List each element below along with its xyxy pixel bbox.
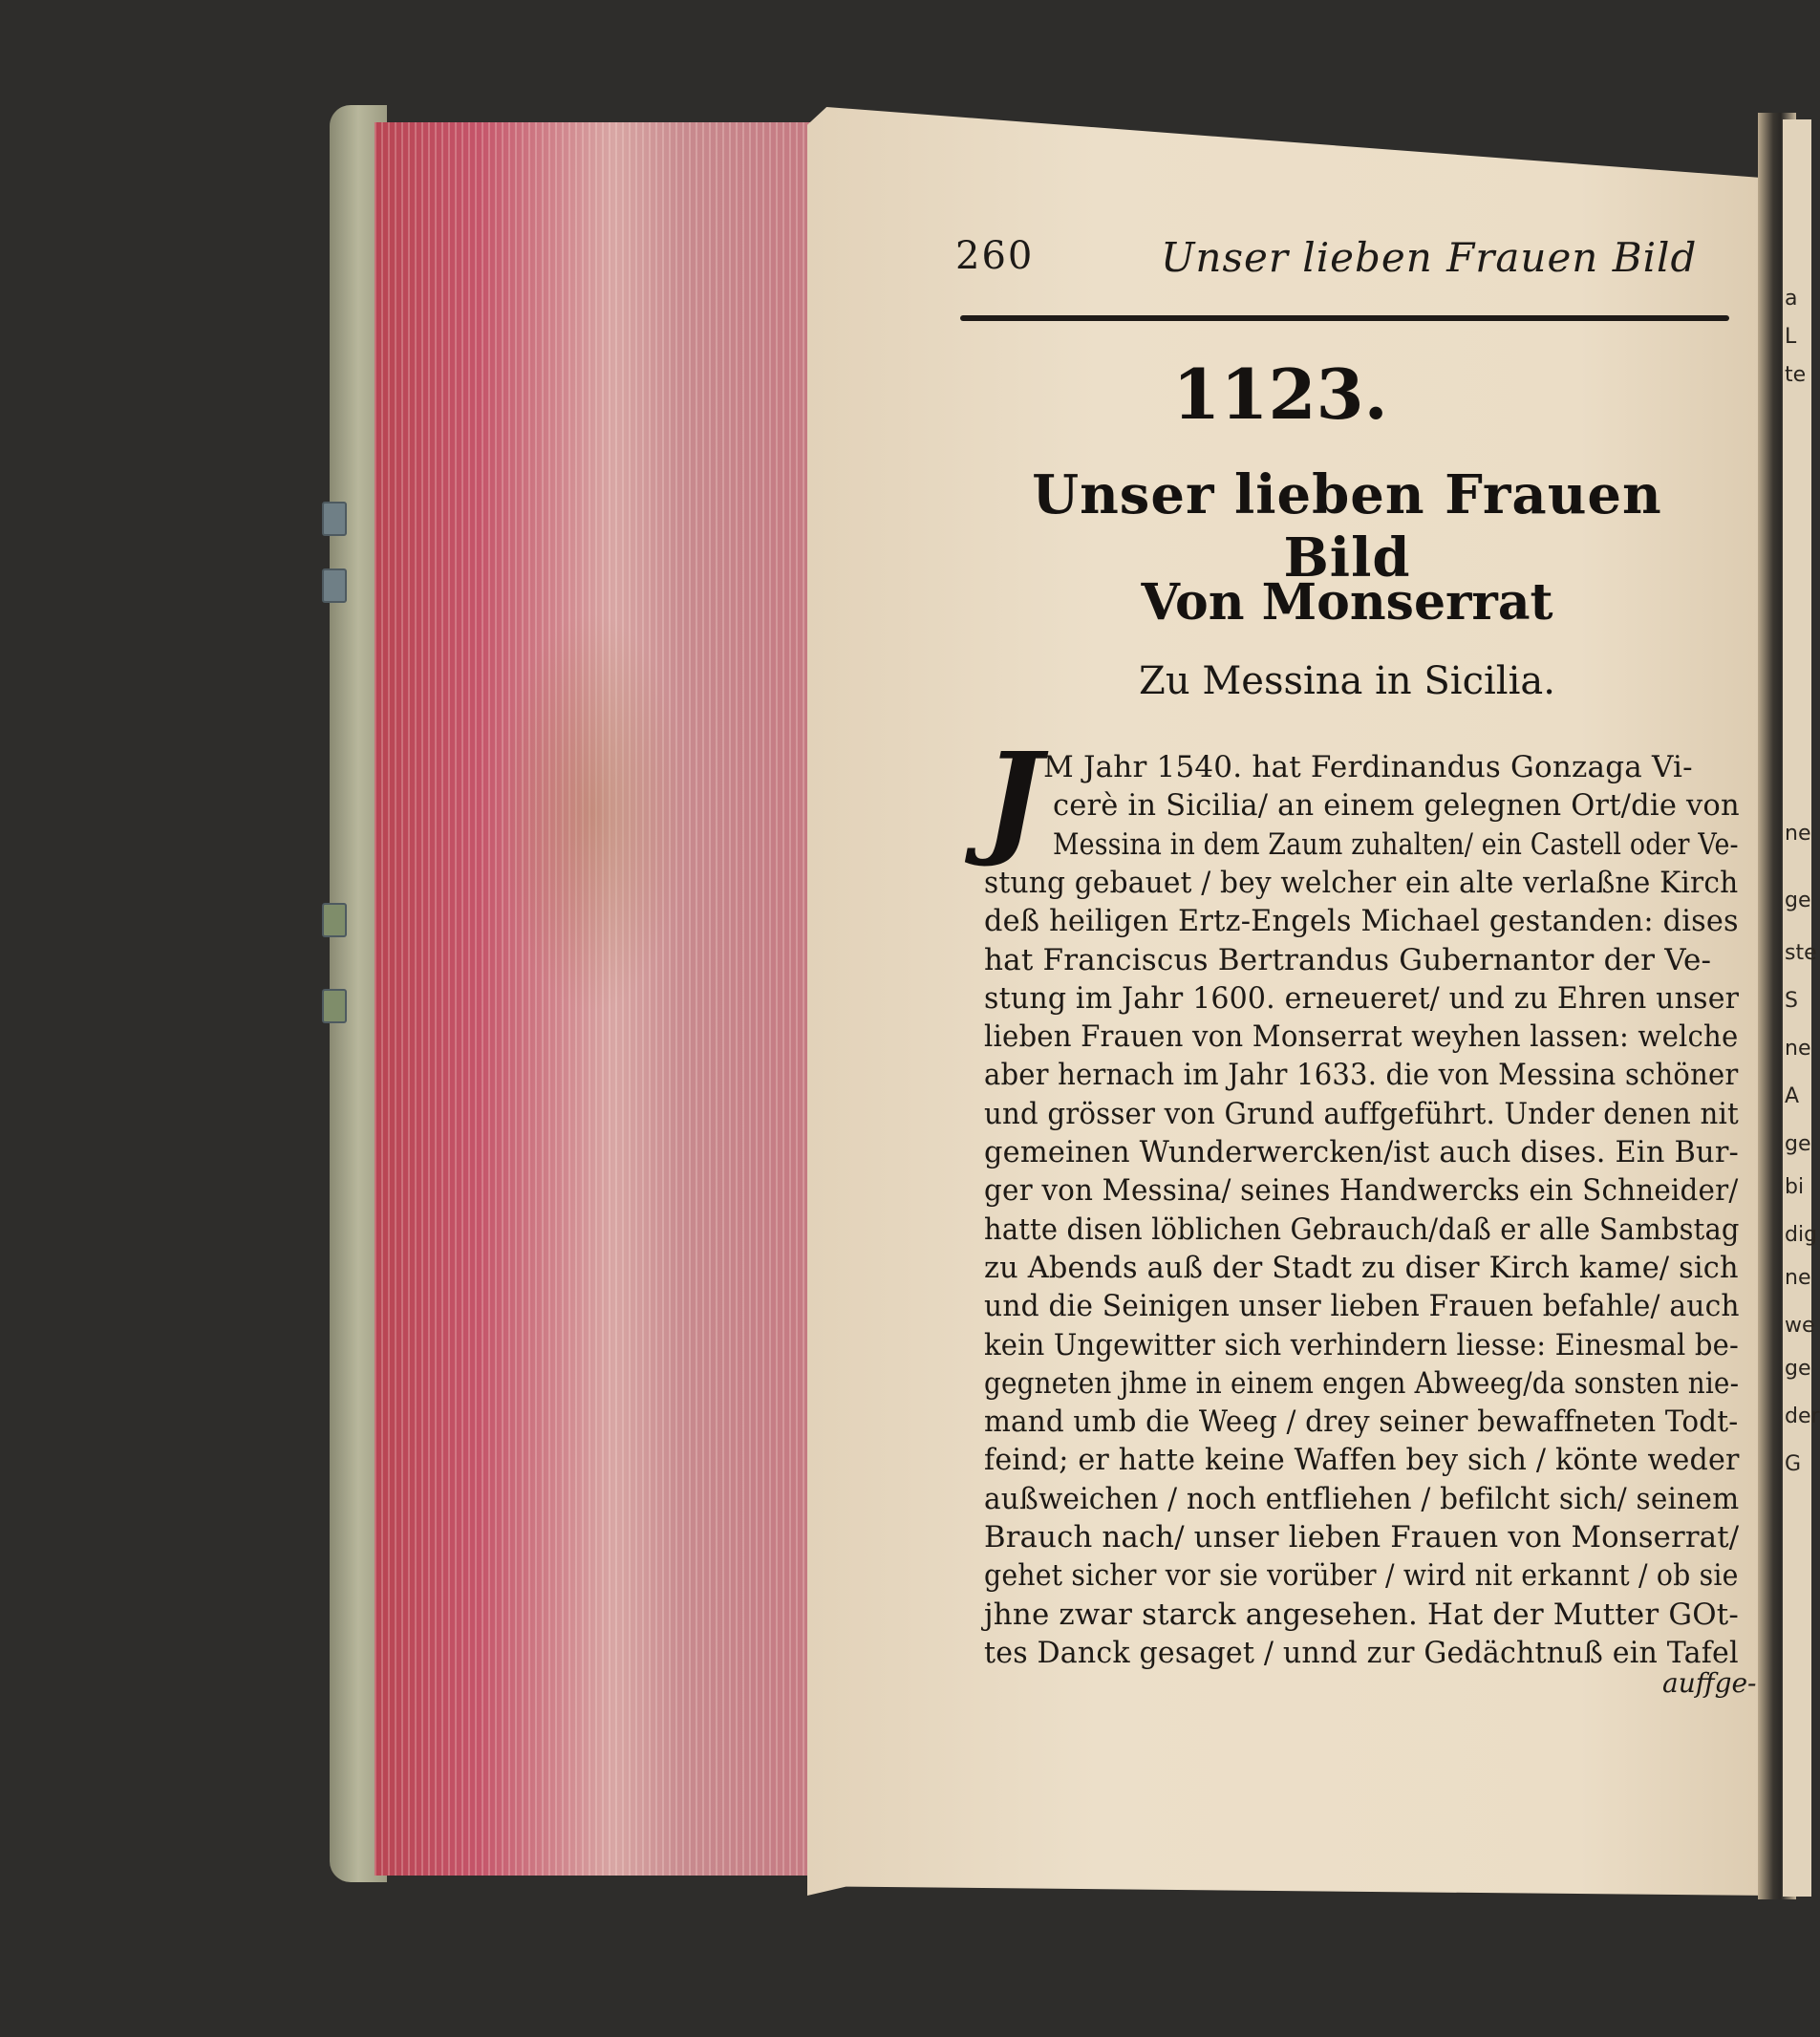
text-line: Messina in dem Zaum zuhalten/ ein Castell oder Ve- <box>1053 826 1739 862</box>
text-line: gegneten jhme in einem engen Abweeg/da sonsten nie- <box>984 1365 1740 1401</box>
running-head <box>955 234 1734 291</box>
text-line: aber hernach im Jahr 1633. die von Messina schöner <box>984 1058 1739 1093</box>
text-line: und die Seinigen unser lieben Frauen befahle/ auch <box>984 1289 1740 1324</box>
text-line: gehet sicher vor sie vorüber / wird nit erkannt / ob sie <box>984 1558 1739 1594</box>
text-line: mand umb die Weeg / drey seiner bewaffneten Todt- <box>984 1404 1739 1440</box>
clasp-hinge <box>322 989 347 1023</box>
text-line: tes Danck gesaget / unnd zur Gedächtnuß ein Tafel <box>984 1635 1739 1670</box>
next-page-edge <box>1783 119 1820 1897</box>
text-line: hat Franciscus Bertrandus Gubernantor der Ve- <box>984 942 1712 977</box>
drop-initial: J <box>984 727 1042 870</box>
text-line: Brauch nach/ unser lieben Frauen von Monserrat/ <box>984 1520 1740 1555</box>
text-line: gemeinen Wunderwercken/ist auch dises. Ein Bur- <box>984 1135 1740 1169</box>
running-title: Unser lieben Frauen Bild <box>1161 234 1698 281</box>
facing-page-fragment: ge <box>1785 889 1811 912</box>
facing-page-fragment: dig <box>1785 1223 1818 1247</box>
chapter-place: Zu Messina in Sicilia. <box>1139 659 1555 703</box>
facing-page-fragment: ge <box>1785 1132 1811 1156</box>
text-line: hatte disen löblichen Gebrauch/daß er alle Sambstag <box>984 1211 1740 1247</box>
facing-page-fragment: a <box>1785 287 1798 311</box>
text-line: deß heiligen Ertz-Engels Michael gestanden: dises <box>984 904 1739 939</box>
text-line: ger von Messina/ seines Handwercks ein Schneider/ <box>984 1173 1739 1209</box>
text-line: stung gebauet / bey welcher ein alte verlaßne Kirch <box>984 865 1739 900</box>
text-line: und grösser von Grund auffgeführt. Under denen nit <box>984 1096 1739 1131</box>
text-line: lieben Frauen von Monserrat weyhen lassen: welche <box>984 1019 1739 1055</box>
text-line: jhne zwar starck angesehen. Hat der Mutter GOt- <box>984 1597 1739 1632</box>
clasp-hinge <box>322 903 347 937</box>
facing-page-fragment: der <box>1785 1404 1820 1428</box>
facing-page-fragment: G <box>1785 1452 1802 1476</box>
catchword: auffge- <box>1662 1667 1757 1699</box>
text-line: außweichen / noch entfliehen / befilcht sich/ seinem <box>984 1481 1740 1516</box>
facing-page-fragment: te <box>1785 363 1807 387</box>
facing-page-fragment: L <box>1785 325 1797 349</box>
stain <box>497 611 688 1013</box>
text-line: kein Ungewitter sich verhindern liesse: Einesmal be- <box>984 1327 1739 1362</box>
facing-page-fragment: bi <box>1785 1175 1805 1199</box>
head-rule <box>960 315 1729 321</box>
chapter-subtitle: Von Monserrat <box>1141 573 1553 632</box>
clasp-hinge <box>322 502 347 536</box>
facing-page-fragment: S <box>1785 989 1798 1013</box>
page-number: 260 <box>955 234 1035 278</box>
facing-page-fragment: A <box>1785 1084 1800 1108</box>
facing-page-fragment: ste <box>1785 941 1817 965</box>
text-line: stung im Jahr 1600. erneueret/ und zu Ehren unser <box>984 980 1740 1016</box>
text-line: feind; er hatte keine Waffen bey sich / könte weder <box>984 1443 1740 1478</box>
facing-page-fragment: ne <box>1785 1266 1811 1290</box>
text-line: zu Abends auß der Stadt zu diser Kirch kame/ sich <box>984 1250 1739 1285</box>
facing-page-fragment: ge <box>1785 1357 1811 1381</box>
facing-page-fragment: ne <box>1785 1037 1811 1061</box>
clasp-hinge <box>322 568 347 603</box>
chapter-title: Unser lieben Frauen Bild <box>1032 463 1662 590</box>
facing-page-fragment: ne <box>1785 822 1811 846</box>
entry-number: 1123. <box>1172 354 1388 435</box>
text-line: M Jahr 1540. hat Ferdinandus Gonzaga Vi- <box>1043 750 1693 784</box>
text-line: cerè in Sicilia/ an einem gelegnen Ort/die von <box>1053 788 1740 824</box>
facing-page-fragment: we <box>1785 1314 1815 1338</box>
